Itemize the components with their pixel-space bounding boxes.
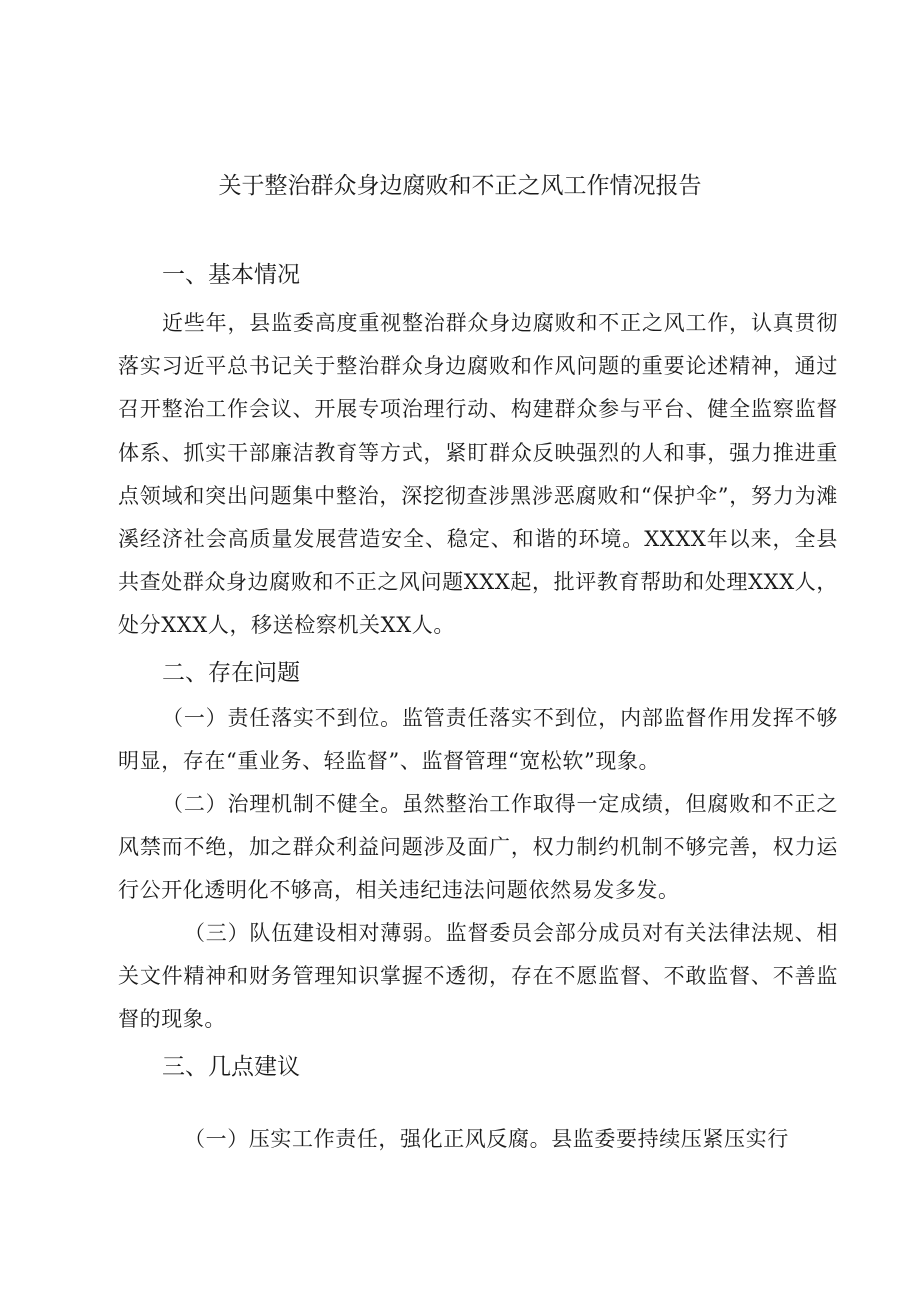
section-heading-existing-problems: 二、存在问题 [162,660,300,686]
paragraph-basic-situation: 近些年，县监委高度重视整治群众身边腐败和不正之风工作，认真贯彻落实习近平总书记关于整治群众身边腐败和作风问题的重要论述精神，通过召开整治工作会议、开展专项治理行动、构建群众参与平台、健全监察监督体系、抓实干部廉洁教育等方式，紧盯群众反映强烈的人和事，强力推进重点领域和突出问题集中整治，深挖彻查涉黑涉恶腐败和“保护伞”，努力为滩溪经济社会高质量发展营造安全、稳定、和谐的环境。XXXX年以来，全县共查处群众身边腐败和不正之风问题XXX起，批评教育帮助和处理XXX人，处分XXX人，移送检察机关XX人。 [118,311,838,638]
paragraph-problem-3: （三）队伍建设相对薄弱。监督委员会部分成员对有关法律法规、相关文件精神和财务管理知识掌握不透彻，存在不愿监督、不敢监督、不善监督的现象。 [118,921,838,1032]
section-heading-suggestions: 三、几点建议 [162,1054,300,1080]
document-title: 关于整治群众身边腐败和不正之风工作情况报告 [218,173,702,199]
paragraph-problem-2: （二）治理机制不健全。虽然整治工作取得一定成绩，但腐败和不正之风禁而不绝，加之群众利益问题涉及面广，权力制约机制不够完善，权力运行公开化透明化不够高，相关违纪违法问题依然易发多发。 [118,792,838,903]
paragraph-suggestion-1: （一）压实工作责任，强化正风反腐。县监委要持续压紧压实行 [184,1127,789,1151]
section-heading-basic-situation: 一、基本情况 [162,262,300,288]
paragraph-problem-1: （一）责任落实不到位。监管责任落实不到位，内部监督作用发挥不够明显，存在“重业务、轻监督”、监督管理“宽松软”现象。 [118,706,838,774]
